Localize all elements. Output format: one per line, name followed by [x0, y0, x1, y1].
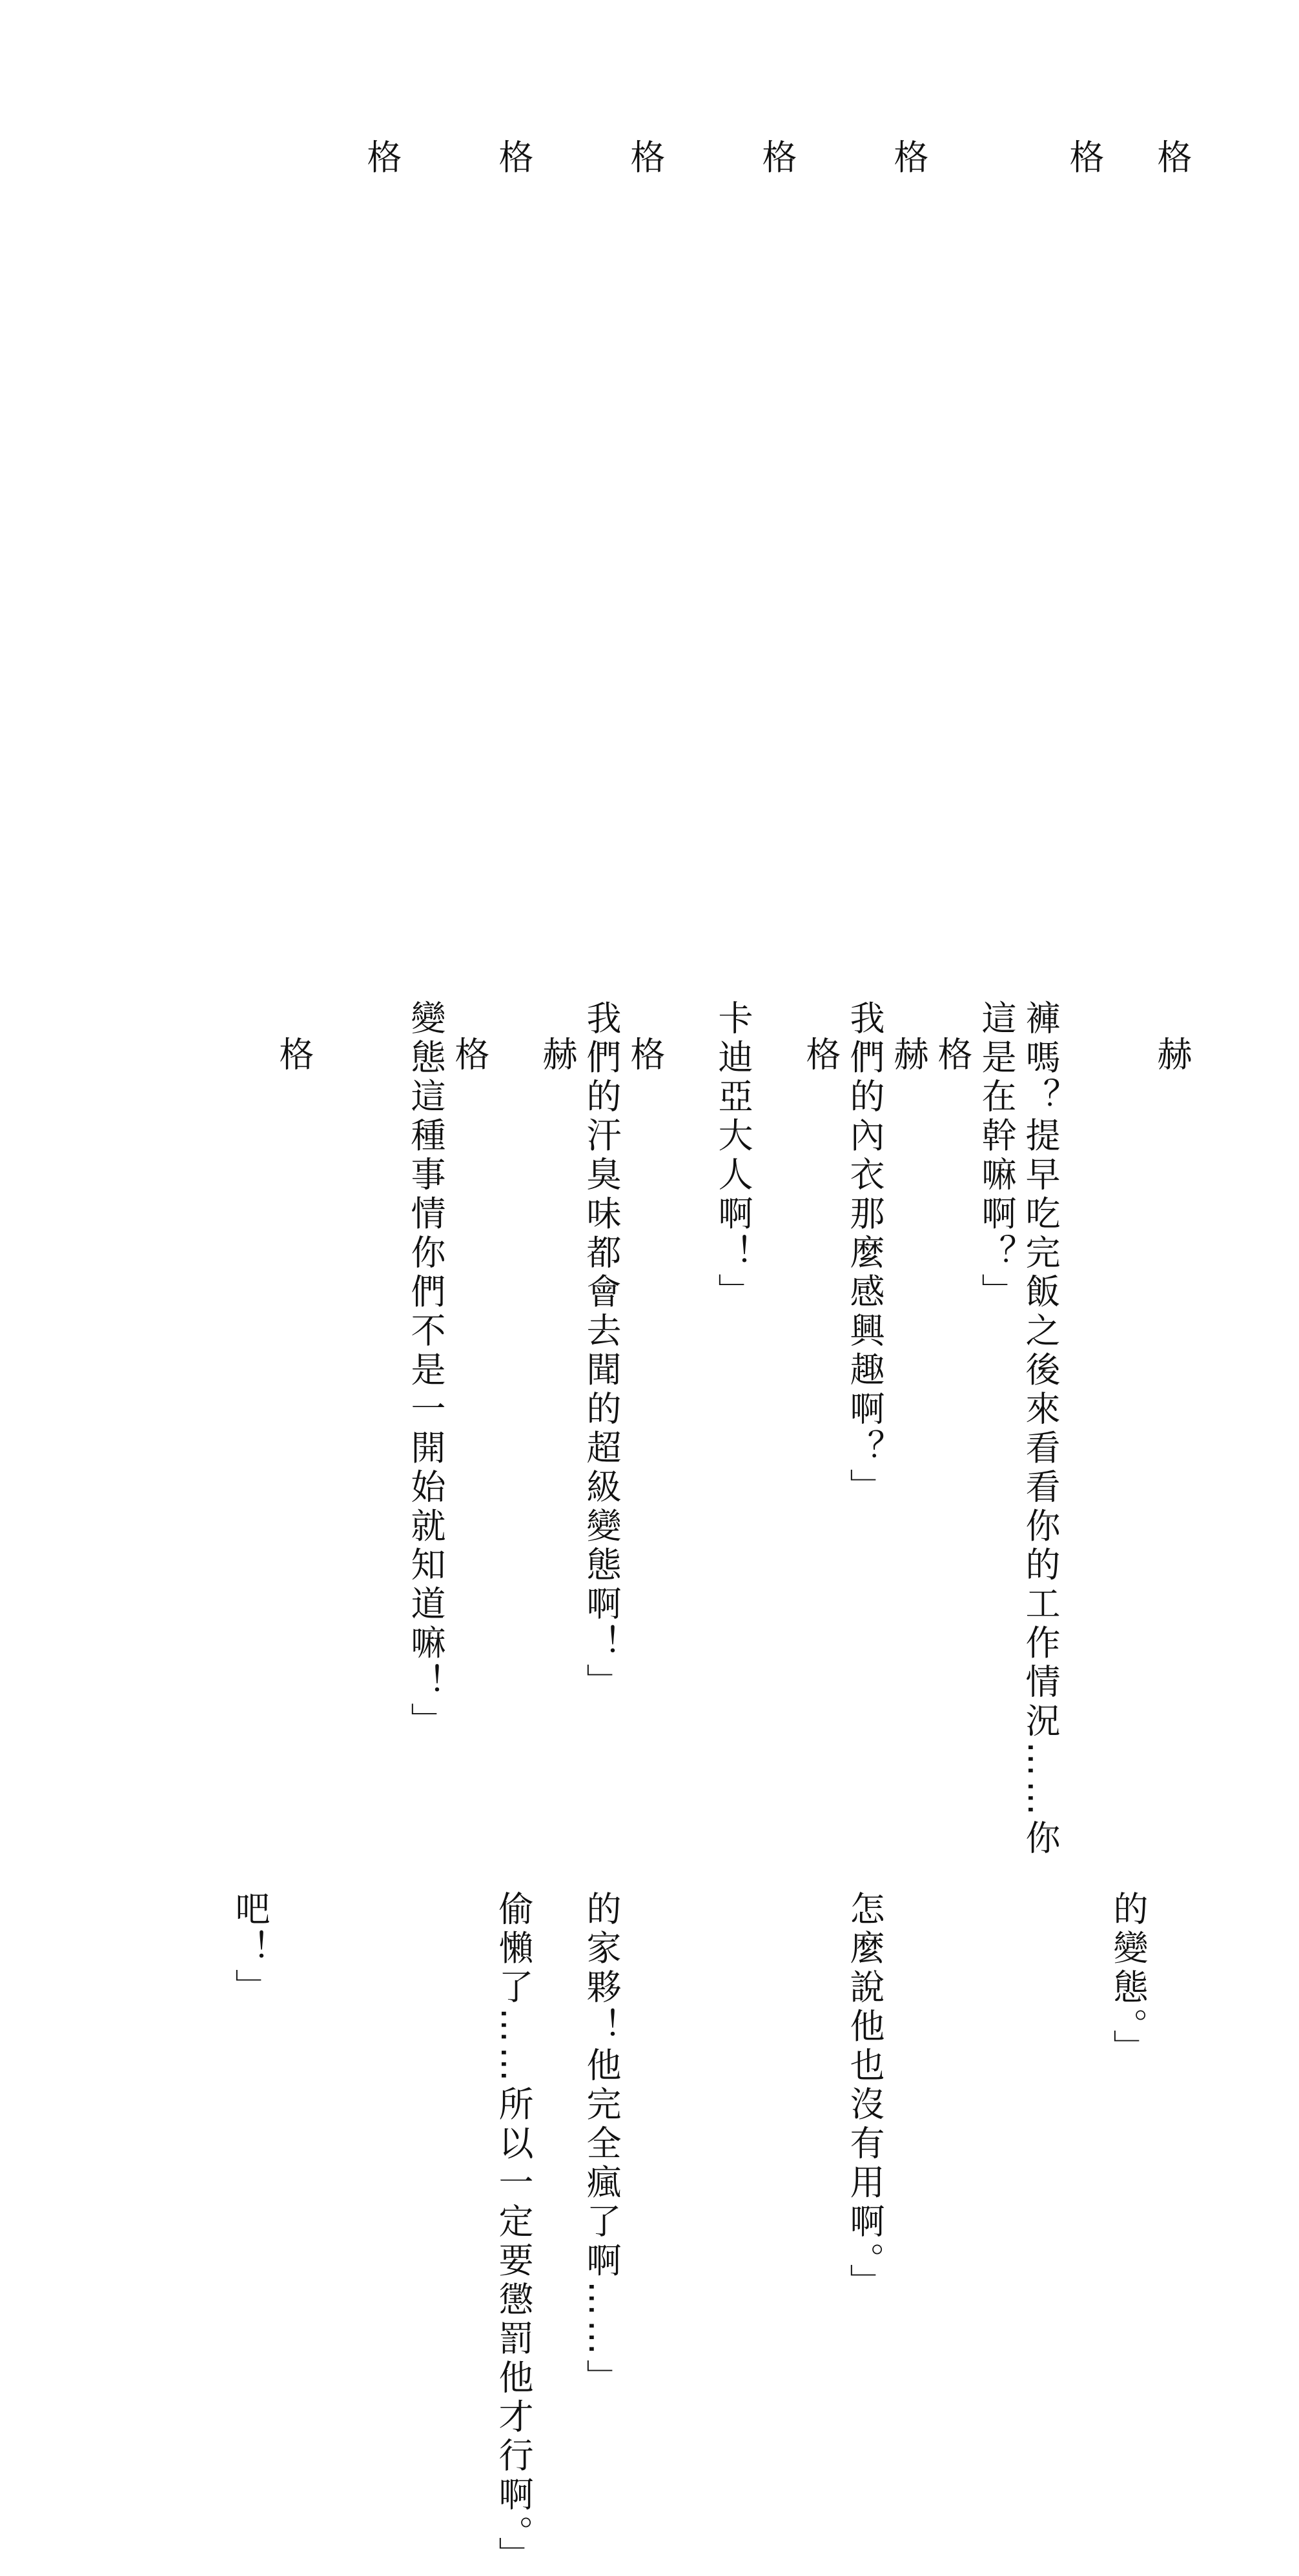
- text-column: [759, 1036, 794, 1856]
- text-column: [625, 1036, 666, 1856]
- speaker-label: 格: [1064, 139, 1105, 174]
- speaker-label: [232, 1036, 267, 1856]
- text-column: [189, 139, 223, 965]
- text-column: [537, 1036, 578, 1856]
- speaker-label: [847, 1036, 882, 1856]
- speaker-label: [671, 139, 706, 965]
- text-column: [979, 1036, 1014, 1856]
- speaker-label: [759, 1036, 794, 1856]
- speaker-label: [364, 1036, 399, 1856]
- text-column: [1023, 1036, 1058, 1856]
- speaker-label: [979, 1036, 1014, 1856]
- text-column: [932, 1036, 973, 1856]
- text-column: [230, 1036, 271, 2008]
- text-column: [1110, 139, 1145, 965]
- speaker-label: [671, 1036, 706, 1856]
- text-column: [1152, 1036, 1192, 1856]
- speaker-label: 格: [757, 139, 797, 174]
- text-column: [671, 139, 706, 965]
- speaker-label: [584, 1036, 619, 1856]
- text-line: 的家夥！他完全瘋了啊……」: [581, 1891, 622, 2399]
- text-column: [493, 139, 534, 965]
- text-column: [362, 139, 402, 965]
- text-column: [976, 139, 1017, 1312]
- speaker-label: [408, 139, 443, 965]
- text-column: [935, 139, 970, 965]
- speaker-label: 格: [932, 1036, 973, 1071]
- text-column: [274, 1036, 314, 1856]
- speaker-label: [1110, 139, 1145, 965]
- text-line: 我們的汗臭味都會去聞的超級變態啊！」: [581, 1000, 622, 1703]
- text-column: [757, 139, 797, 965]
- text-column: [1108, 1036, 1149, 2069]
- text-column: [888, 1036, 929, 1856]
- text-line: 吧！」: [230, 1891, 271, 2008]
- upper-text-block: [179, 139, 1192, 1859]
- text-column: [493, 1036, 534, 2576]
- speaker-label: [1023, 1036, 1058, 1856]
- speaker-label: 格: [801, 1036, 841, 1071]
- text-line: 的變態。」: [1108, 1891, 1149, 2069]
- speaker-label: [803, 139, 838, 965]
- text-column: [1067, 1036, 1101, 1856]
- speaker-label: [979, 139, 1014, 965]
- text-column: [320, 139, 355, 965]
- speaker-label: [408, 1036, 443, 1856]
- text-column: [540, 139, 575, 965]
- text-line: 褲嗎？提早吃完飯之後來看看你的工作情況……你: [1020, 1000, 1061, 1859]
- lower-text-block: [223, 1036, 1192, 2576]
- text-line: 變態這種事情你們不是一開始就知道嘛！」: [405, 1000, 446, 1742]
- text-column: [715, 1036, 750, 1856]
- speaker-label: 格: [1152, 139, 1192, 174]
- text-line: 我們的內衣那麼感興趣啊？」: [844, 1000, 885, 1508]
- speaker-label: 格: [362, 139, 402, 174]
- text-column: [625, 139, 666, 965]
- speaker-label: [1110, 1036, 1145, 1856]
- speaker-label: 格: [625, 139, 666, 174]
- speaker-label: [276, 139, 311, 965]
- text-column: [405, 139, 446, 1742]
- text-column: [581, 1036, 622, 2399]
- text-column: [803, 139, 838, 965]
- text-column: [1020, 139, 1061, 1859]
- speaker-label: [715, 1036, 750, 1856]
- text-column: [801, 1036, 841, 1856]
- speaker-label: [1067, 1036, 1101, 1856]
- speaker-label: [584, 139, 619, 965]
- speaker-label: [847, 139, 882, 965]
- speaker-label: [496, 1036, 531, 1856]
- text-column: [844, 1036, 885, 2303]
- speaker-label: 格: [449, 1036, 490, 1071]
- speaker-label: 格: [625, 1036, 666, 1071]
- text-column: [671, 1036, 706, 1856]
- speaker-label: [452, 139, 487, 965]
- speaker-label: 赫: [1152, 1036, 1192, 1071]
- text-column: [408, 1036, 443, 1856]
- text-column: [1064, 139, 1105, 965]
- text-column: [364, 1036, 399, 1856]
- text-column: [449, 1036, 490, 1856]
- speaker-label: [232, 139, 267, 965]
- text-line: 這是在幹嘛啊？」: [976, 1000, 1017, 1312]
- speaker-label: [1023, 139, 1058, 965]
- speaker-label: [189, 139, 223, 965]
- text-column: [713, 139, 753, 1312]
- speaker-label: [935, 139, 970, 965]
- text-column: [844, 139, 885, 1508]
- text-column: [320, 1036, 355, 1856]
- text-line: 卡迪亞大人啊！」: [713, 1000, 753, 1312]
- text-line: 怎麼說他也沒有用啊。」: [844, 1891, 885, 2303]
- speaker-label: [540, 139, 575, 965]
- speaker-label: 格: [493, 139, 534, 174]
- text-column: [888, 139, 929, 965]
- speaker-label: 赫: [888, 1036, 929, 1071]
- speaker-label: 格: [274, 1036, 314, 1071]
- speaker-label: [320, 139, 355, 965]
- text-column: [232, 139, 267, 965]
- text-column: [1152, 139, 1192, 965]
- speaker-label: [715, 139, 750, 965]
- speaker-label: 格: [888, 139, 929, 174]
- speaker-label: 赫: [537, 1036, 578, 1071]
- text-column: [276, 139, 311, 965]
- text-column: [581, 139, 622, 1703]
- text-column: [452, 139, 487, 965]
- speaker-label: [320, 1036, 355, 1856]
- text-line: 偷懶了……所以一定要懲罰他才行啊。」: [493, 1891, 534, 2576]
